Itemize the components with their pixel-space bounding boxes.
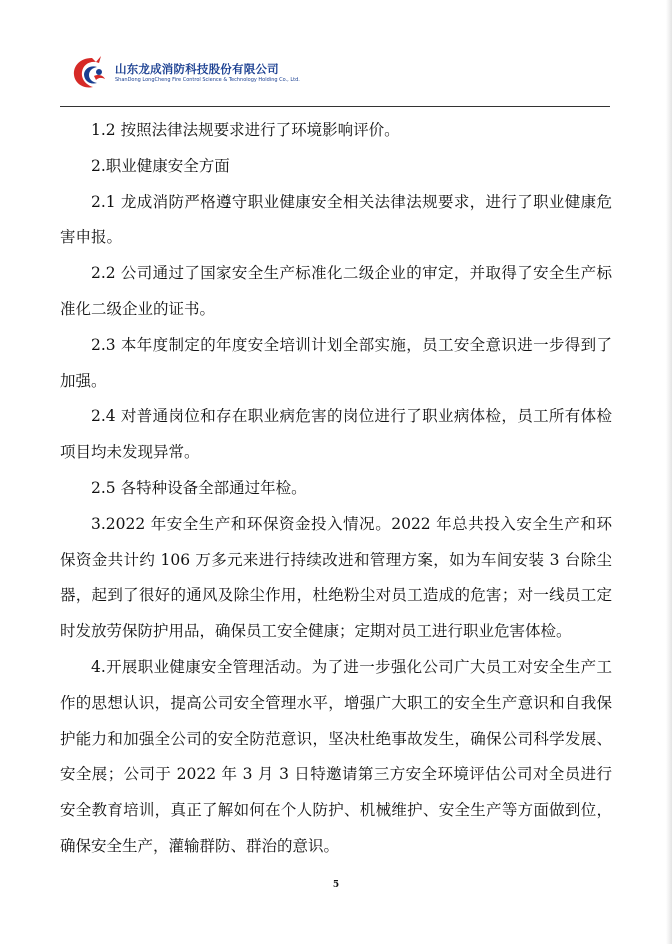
page-number: 5 [332, 880, 340, 890]
paragraph-3-investment: 3.2022 年安全生产和环保资金投入情况。2022 年总共投入安全生产和环保资金共计约 106 万多元来进行持续改进和管理方案，如为车间安装 3 台除尘器，起到了很好的通风及除尘作用，杜绝粉尘对员工造成的危害；对一线员工定时发放劳保防护用品，确保员工安全健康；定期对员工进行职业危害体检。 [60, 514, 612, 641]
company-name-cn: 山东龙成消防科技股份有限公司 [115, 62, 279, 76]
page-edge-shadow [666, 0, 672, 944]
company-logo-icon [70, 52, 110, 92]
paragraph-2-4-health-checkup: 2.4 对普通岗位和存在职业病危害的岗位进行了职业病体检，员工所有体检项目均未发现异常。 [60, 407, 612, 462]
paragraph-2-1-hazard-declaration: 2.1 龙成消防严格遵守职业健康安全相关法律法规要求，进行了职业健康危害申报。 [60, 192, 612, 247]
paragraph-2-3-training-plan: 2.3 本年度制定的年度安全培训计划全部实施，员工安全意识进一步得到了加强。 [60, 335, 612, 390]
section-heading-occupational-health: 2.职业健康安全方面 [91, 156, 230, 175]
paragraph-4-safety-activities: 4.开展职业健康安全管理活动。为了进一步强化公司广大员工对安全生产工作的思想认识，提高公司安全管理水平，增强广大职工的安全生产意识和自我保护能力和加强全公司的安全防范意识，坚决杜绝事故发生，确保公司科学发展、安全展；公司于 2022 年 3 月 3 日特邀请第三方安全环境评估公司对全员进行安全教育培训，真正了解如何在个人防护、机械维护、安全生产等方面做到位，确保安全生产，灌输群防、群治的意识。 [60, 657, 612, 855]
paragraph-2-2-standardization-cert: 2.2 公司通过了国家安全生产标准化二级企业的审定，并取得了安全生产标准化二级企业的证书。 [60, 264, 612, 318]
paragraph-2-5-equipment-inspection: 2.5 各特种设备全部通过年检。 [91, 478, 307, 497]
letterhead [70, 52, 610, 92]
document-body [60, 113, 612, 865]
paragraph-1-2-environmental-assessment: 1.2 按照法律法规要求进行了环境影响评价。 [91, 121, 400, 139]
company-name-en: ShanDong LongCheng Fire Control Science & Technology Holding Co., Ltd. [115, 77, 300, 83]
header-divider [60, 106, 610, 107]
